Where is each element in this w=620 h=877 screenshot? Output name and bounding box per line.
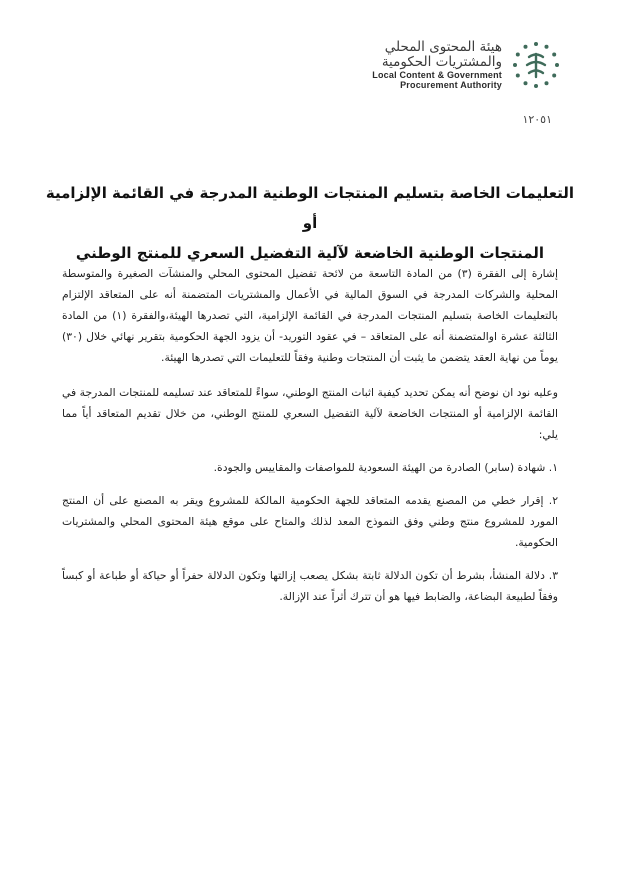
logo-en-line1: Local Content & Government: [372, 70, 502, 81]
document-body: [62, 263, 558, 619]
logo-ar-line2: والمشتريات الحكومية: [381, 54, 502, 71]
lcgpa-emblem-icon: [512, 41, 560, 89]
list-item-saber-certificate: ١. شهادة (سابر) الصادرة من الهيئة السعودية للمواصفات والمقاييس والجودة.: [213, 461, 558, 474]
title-line-1: التعليمات الخاصة بتسليم المنتجات الوطنية المدرجة في القائمة الإلزامية أو: [45, 184, 575, 232]
authority-logo: [372, 40, 560, 90]
title-line-2: المنتجات الوطنية الخاضعة لآلية التفضيل السعري للمنتج الوطني: [75, 244, 545, 262]
logo-en-line2: Procurement Authority: [400, 80, 502, 91]
paragraph-intro: إشارة إلى الفقرة (٣) من المادة التاسعة من لائحة تفضيل المحتوى المحلي والمنشآت الصغيرة والمتوسطة المحلية والشركات المدرجة في السوق المالية في الأعمال والمشتريات المتضمنة أنه على المتعاقد الإلتزام بالتعليمات الخاصة بتسليم المنتجات المدرجة في القائمة الإلزامية، التي تصدرها الهيئة،والفقرة (١) من المادة الثالثة عشرة اوالمتضمنة أنه على المتعاقد – في عقود التوريد- أن يزود الجهة الحكومية بتقرير نهائي خلال (٣٠) يوماً من نهاية العقد يتضمن ما يثبت أن المنتجات وطنية وفقاً للتعليمات التي تصدرها الهيئة.: [62, 267, 559, 364]
page-title: [40, 178, 580, 268]
list-item-origin-mark: ٣. دلالة المنشأ، بشرط أن تكون الدلالة ثابتة بشكل يصعب إزالتها وتكون الدلالة حفراً أو حياكة أو طباعة أو كبساً وفقاً لطبيعة البضاعة، والضابط فيها هو أن تترك أثراً عند الإزالة.: [62, 569, 558, 603]
document-number: ١٢٠٥١: [522, 113, 552, 126]
paragraph-clarification: وعليه نود ان نوضح أنه يمكن تحديد كيفية اثبات المنتج الوطني، سواءً للمتعاقد عند تسليمه للمنتجات المدرجة في القائمة الإلزامية أو المنتجات الخاضعة لآلية التفضيل السعري للمنتج الوطني، من خلال تقديم المتعاقد أياً مما يلي:: [62, 386, 558, 441]
logo-ar-line1: هيئة المحتوى المحلي: [384, 39, 502, 55]
list-item-factory-declaration: ٢. إقرار خطي من المصنع يقدمه المتعاقد للجهة الحكومية المالكة للمشروع ويقر به المصنع على أن المنتج المورد للمشروع منتج وطني وفق النموذج المعد لذلك والمتاح على موقع هيئة المحتوى المحلي والمشتريات الحكومية.: [62, 494, 558, 549]
logo-text: [372, 40, 502, 90]
